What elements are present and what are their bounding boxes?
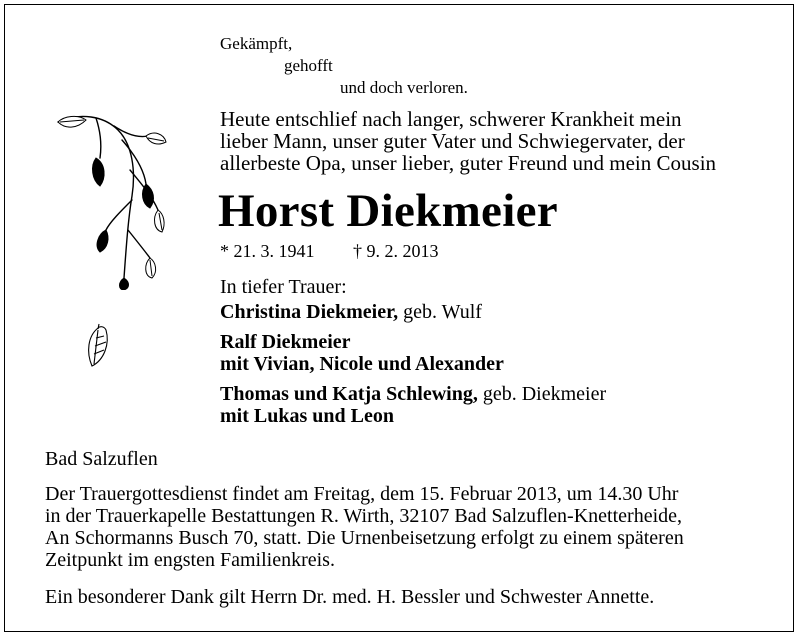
poem-line-3: und doch verloren. — [340, 78, 468, 97]
mourner-name: Christina Diekmeier, — [220, 301, 399, 323]
deceased-name: Horst Diekmeier — [218, 185, 558, 237]
poem-line-2: gehofft — [284, 56, 333, 75]
intro-text — [220, 108, 716, 174]
intro-line-1: Heute entschlief nach langer, schwerer Krankheit mein — [220, 107, 682, 131]
mourner-name: Thomas und Katja Schlewing, — [220, 383, 478, 405]
mourner-entry — [220, 301, 606, 323]
birth-date: * 21. 3. 1941 — [220, 241, 315, 261]
service-info — [45, 483, 684, 571]
place: Bad Salzuflen — [45, 448, 158, 470]
service-line-3: An Schormanns Busch 70, statt. Die Urnenbeisetzung erfolgt zu einem späteren — [45, 527, 684, 549]
mourners-heading: In tiefer Trauer: — [220, 276, 347, 298]
mourner-children: mit Lukas und Leon — [220, 405, 394, 427]
mourner-maiden: geb. Diekmeier — [477, 383, 607, 405]
birch-branch-icon — [40, 100, 170, 290]
falling-leaf-icon — [82, 322, 116, 370]
death-date: † 9. 2. 2013 — [353, 241, 439, 261]
intro-line-3: allerbeste Opa, unser lieber, guter Freund und mein Cousin — [220, 151, 717, 175]
service-line-1: Der Trauergottesdienst findet am Freitag, dem 15. Februar 2013, um 14.30 Uhr — [45, 483, 679, 505]
poem — [220, 33, 468, 99]
thanks-text: Ein besonderer Dank gilt Herrn Dr. med. H. Bessler und Schwester Annette. — [45, 586, 655, 608]
mourner-entry — [220, 331, 606, 375]
mourner-entry — [220, 383, 606, 427]
mourner-maiden: geb. Wulf — [398, 301, 482, 323]
service-line-2: in der Trauerkapelle Bestattungen R. Wirth, 32107 Bad Salzuflen-Knetterheide, — [45, 505, 683, 527]
poem-line-1: Gekämpft, — [220, 34, 293, 53]
life-dates — [220, 241, 439, 262]
mourner-children: mit Vivian, Nicole und Alexander — [220, 353, 504, 375]
mourner-name: Ralf Diekmeier — [220, 331, 351, 353]
intro-line-2: lieber Mann, unser guter Vater und Schwiegervater, der — [220, 129, 685, 153]
mourners-list — [220, 301, 606, 435]
service-line-4: Zeitpunkt im engsten Familienkreis. — [45, 549, 335, 571]
